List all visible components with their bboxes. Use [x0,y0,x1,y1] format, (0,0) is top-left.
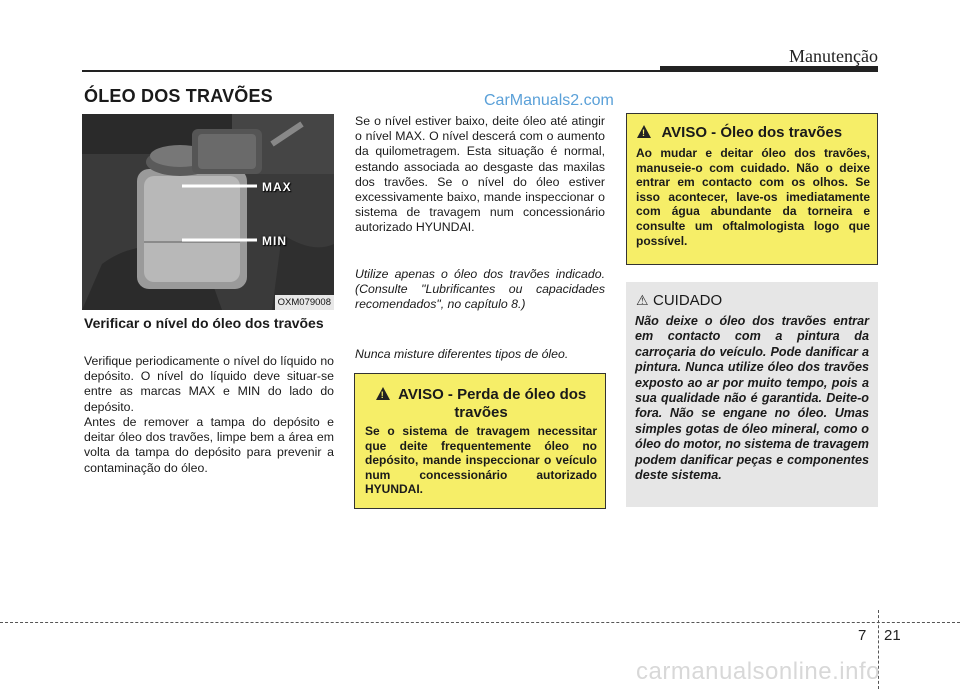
brake-reservoir-photo [82,114,334,310]
warning-brake-fluid-box [626,113,878,265]
warning-brake-fluid-title: AVISO - Óleo dos travões [661,124,843,141]
warning-icon: ! [637,125,651,138]
header-rule [82,70,660,72]
no-mix-note: Nunca misture diferentes tipos de óleo. [355,347,569,361]
chapter-number: 7 [858,627,867,644]
caution-icon: ⚠ [636,292,649,308]
footer-rule [0,622,960,623]
clean-cap-paragraph: Antes de remover a tampa do depósito e deitar óleo dos travões, limpe bem a área em volta da tampa do depósito para prevenir a contaminação do óleo. [84,415,334,475]
caution-box [626,282,878,507]
low-level-paragraph: Se o nível estiver baixo, deite óleo até atingir o nível MAX. O nível descerá com o aumento da quilometragem. Esta situação é normal, estando associada ao desgaste das maxilas dos travões. Se o nível do óleo estiver excessivamente baixo, mande inspeccionar o sistema de travagem num concessionário autorizado HYUNDAI. [355,114,605,235]
min-mark-label: MIN [262,234,287,248]
header-title: Manutenção [789,46,878,66]
check-level-subheading: Verificar o nível do óleo dos travões [84,315,324,331]
section-title: ÓLEO DOS TRAVÕES [84,86,273,106]
reservoir-illustration [82,114,334,310]
photo-code: OXM079008 [275,295,334,310]
fluid-spec-note: Utilize apenas o óleo dos travões indicado. (Consulte "Lubrificantes ou capacidades recomendados", no capítulo 8.) [355,267,605,312]
warning-icon: ! [376,387,390,400]
warning-fluid-loss-box [354,373,606,509]
warning-brake-fluid-body: Ao mudar e deitar óleo dos travões, manuseie-o com cuidado. Não o deixe entrar em contacto com os olhos. Se isso acontecer, lave-os imediatamente com água abundante da torneira e consulte um oftalmologista logo que possível. [636,146,870,248]
site-watermark: carmanualsonline.info [636,658,880,685]
warning-fluid-loss-title: AVISO - Perda de óleo dos travões [398,386,587,421]
watermark-link[interactable]: CarManuals2.com [484,92,614,109]
caution-title: CUIDADO [653,292,723,309]
max-mark-label: MAX [262,180,292,194]
header-rule-thick [660,66,878,72]
warning-fluid-loss-body: Se o sistema de travagem necessitar que deite frequentemente óleo no depósito, mande inspeccionar o veículo num concessionário autorizado HYUNDAI. [365,424,597,497]
page-number: 21 [884,627,901,644]
caution-body: Não deixe o óleo dos travões entrar em contacto com a pintura da carroçaria do veículo. Pode danificar a pintura. Nunca utilize óleo dos travões exposto ao ar por muito tempo, pois a sua qualidade não é garantida. Deite-o fora. Não se engane no óleo. Umas simples gotas de óleo mineral, como o óleo do motor, no sistema de travagem podem danificar peças e componentes deste sistema. [635,314,869,483]
check-level-paragraph: Verifique periodicamente o nível do líquido no depósito. O nível do líquido deve situar-se entre as marcas MAX e MIN do lado do depósito. [84,354,334,414]
